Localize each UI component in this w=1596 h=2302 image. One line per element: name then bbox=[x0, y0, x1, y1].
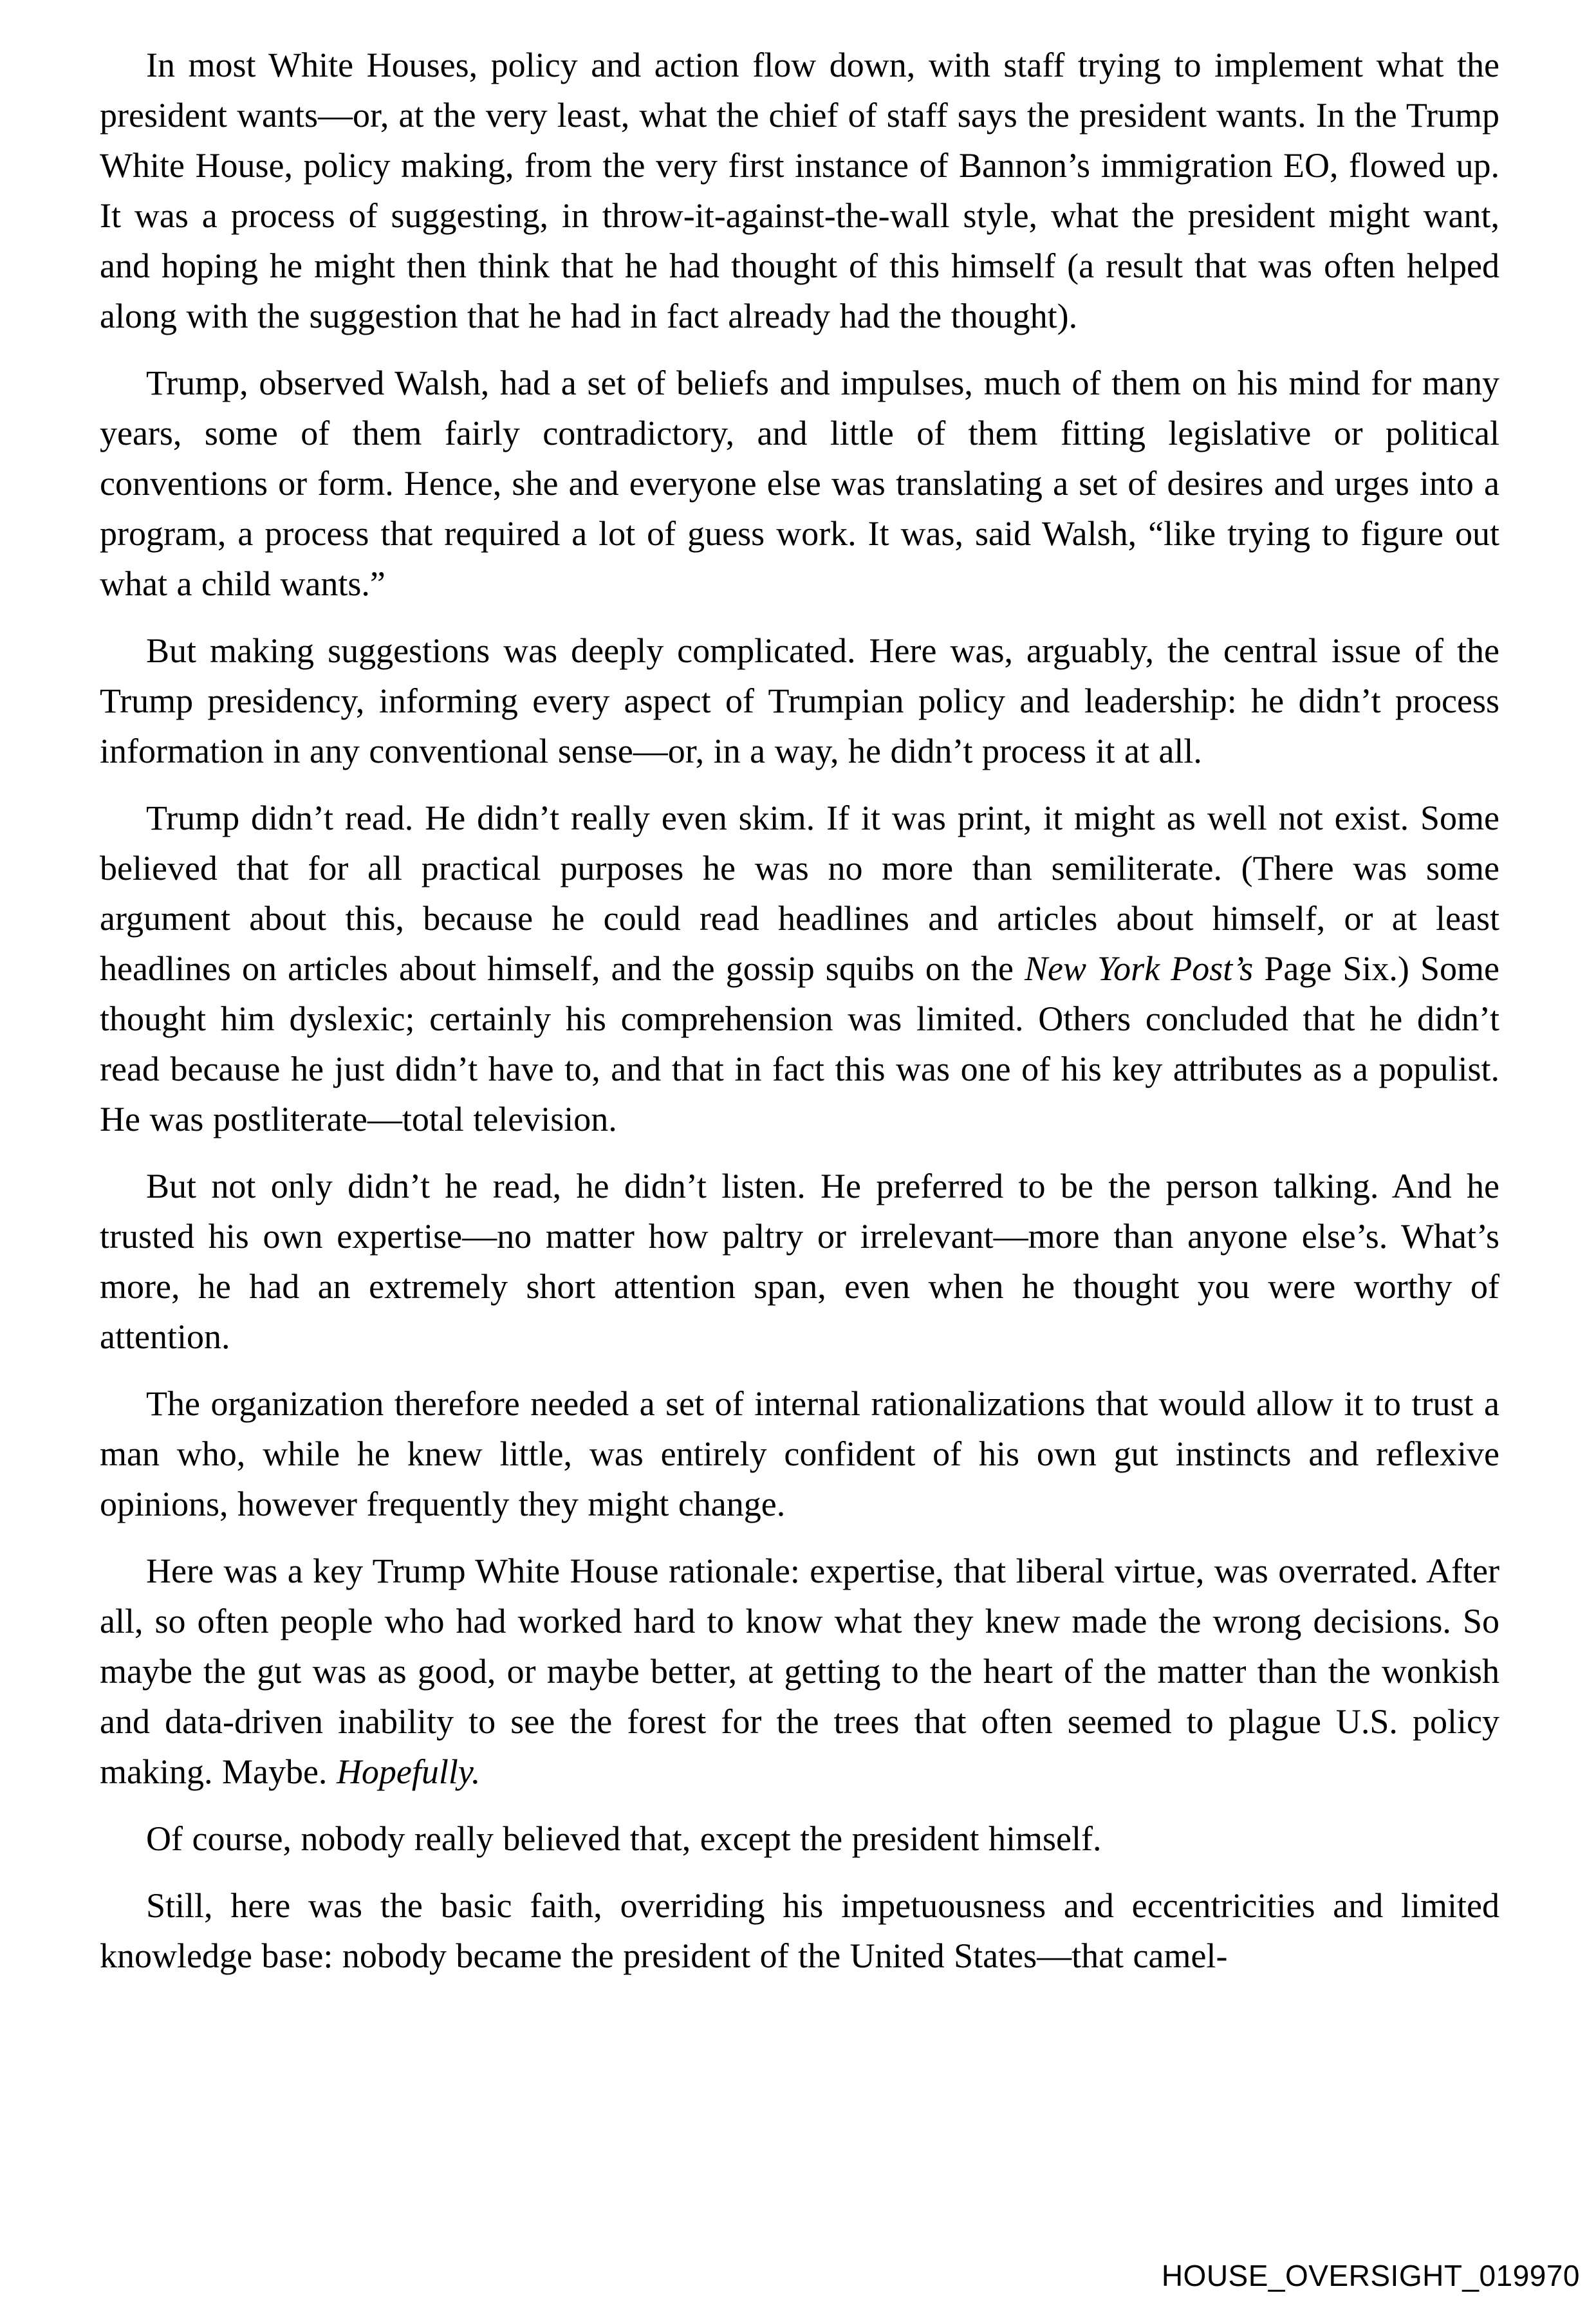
body-text bbox=[100, 40, 1499, 1998]
paragraphs bbox=[100, 40, 1499, 1981]
paragraph bbox=[100, 626, 1499, 776]
text-run: But not only didn’t he read, he didn’t listen. He preferred to be the person talking. And he trusted his own expertise—no matter how paltry or irrelevant—more than anyone else’s. What’s more, he had an extremely short attention span, even when he thought you were worthy of attention. bbox=[100, 1167, 1499, 1356]
paragraph bbox=[100, 40, 1499, 341]
text-run: The organization therefore needed a set of internal rationalizations that would allow it to trust a man who, while he knew little, was entirely confident of his own gut instincts and reflexive opinions, however frequently they might change. bbox=[100, 1384, 1499, 1523]
paragraph bbox=[100, 793, 1499, 1144]
text-run: Trump didn’t read. He didn’t really even skim. If it was print, it might as well not exist. Some believed that for all practical purposes he was no more than semiliterate. (There was some argument about this, because he could read headlines and articles about himself, or at least headlines on articles about himself, and the gossip squibs on the bbox=[100, 799, 1499, 988]
text-run: Trump, observed Walsh, had a set of beliefs and impulses, much of them on his mind for many years, some of them fairly contradictory, and little of them fitting legislative or political conventions or form. Hence, she and everyone else was translating a set of desires and urges into a program, a process that required a lot of guess work. It was, said Walsh, “like trying to figure out what a child wants.” bbox=[100, 364, 1499, 603]
paragraph bbox=[100, 358, 1499, 609]
paragraph bbox=[100, 1814, 1499, 1864]
italic-text-run: New York Post’s bbox=[1025, 949, 1254, 988]
italic-text-run: Hopefully. bbox=[336, 1752, 481, 1791]
bates-number: HOUSE_OVERSIGHT_019970 bbox=[1161, 2259, 1580, 2292]
paragraph bbox=[100, 1161, 1499, 1362]
text-run: Here was a key Trump White House rationale: expertise, that liberal virtue, was overrated. After all, so often people who had worked hard to know what they knew made the wrong decisions. So maybe the gut was as good, or maybe better, at getting to the heart of the matter than the wonkish and data-driven inability to see the forest for the trees that often seemed to plague U.S. policy making. Maybe. bbox=[100, 1552, 1499, 1791]
text-run: Page Six.) Some thought him dyslexic; certainly his comprehension was limited. Others concluded that he didn’t read because he just didn’t have to, and that in fact this was one of his key attributes as a populist. He was postliterate—total television. bbox=[100, 949, 1499, 1138]
text-run: Still, here was the basic faith, overriding his impetuousness and eccentricities and limited knowledge base: nobody became the president of the United States—that camel- bbox=[100, 1886, 1499, 1975]
paragraph bbox=[100, 1546, 1499, 1797]
paragraph bbox=[100, 1378, 1499, 1529]
text-run: Of course, nobody really believed that, except the president himself. bbox=[146, 1819, 1102, 1858]
text-run: But making suggestions was deeply complicated. Here was, arguably, the central issue of the Trump presidency, informing every aspect of Trumpian policy and leadership: he didn’t process information in any conventional sense—or, in a way, he didn’t process it at all. bbox=[100, 631, 1499, 770]
text-run: In most White Houses, policy and action flow down, with staff trying to implement what the president wants—or, at the very least, what the chief of staff says the president wants. In the Trump White House, policy making, from the very first instance of Bannon’s immigration EO, flowed up. It was a process of suggesting, in throw-it-against-the-wall style, what the president might want, and hoping he might then think that he had thought of this himself (a result that was often helped along with the suggestion that he had in fact already had the thought). bbox=[100, 46, 1499, 335]
paragraph bbox=[100, 1880, 1499, 1981]
